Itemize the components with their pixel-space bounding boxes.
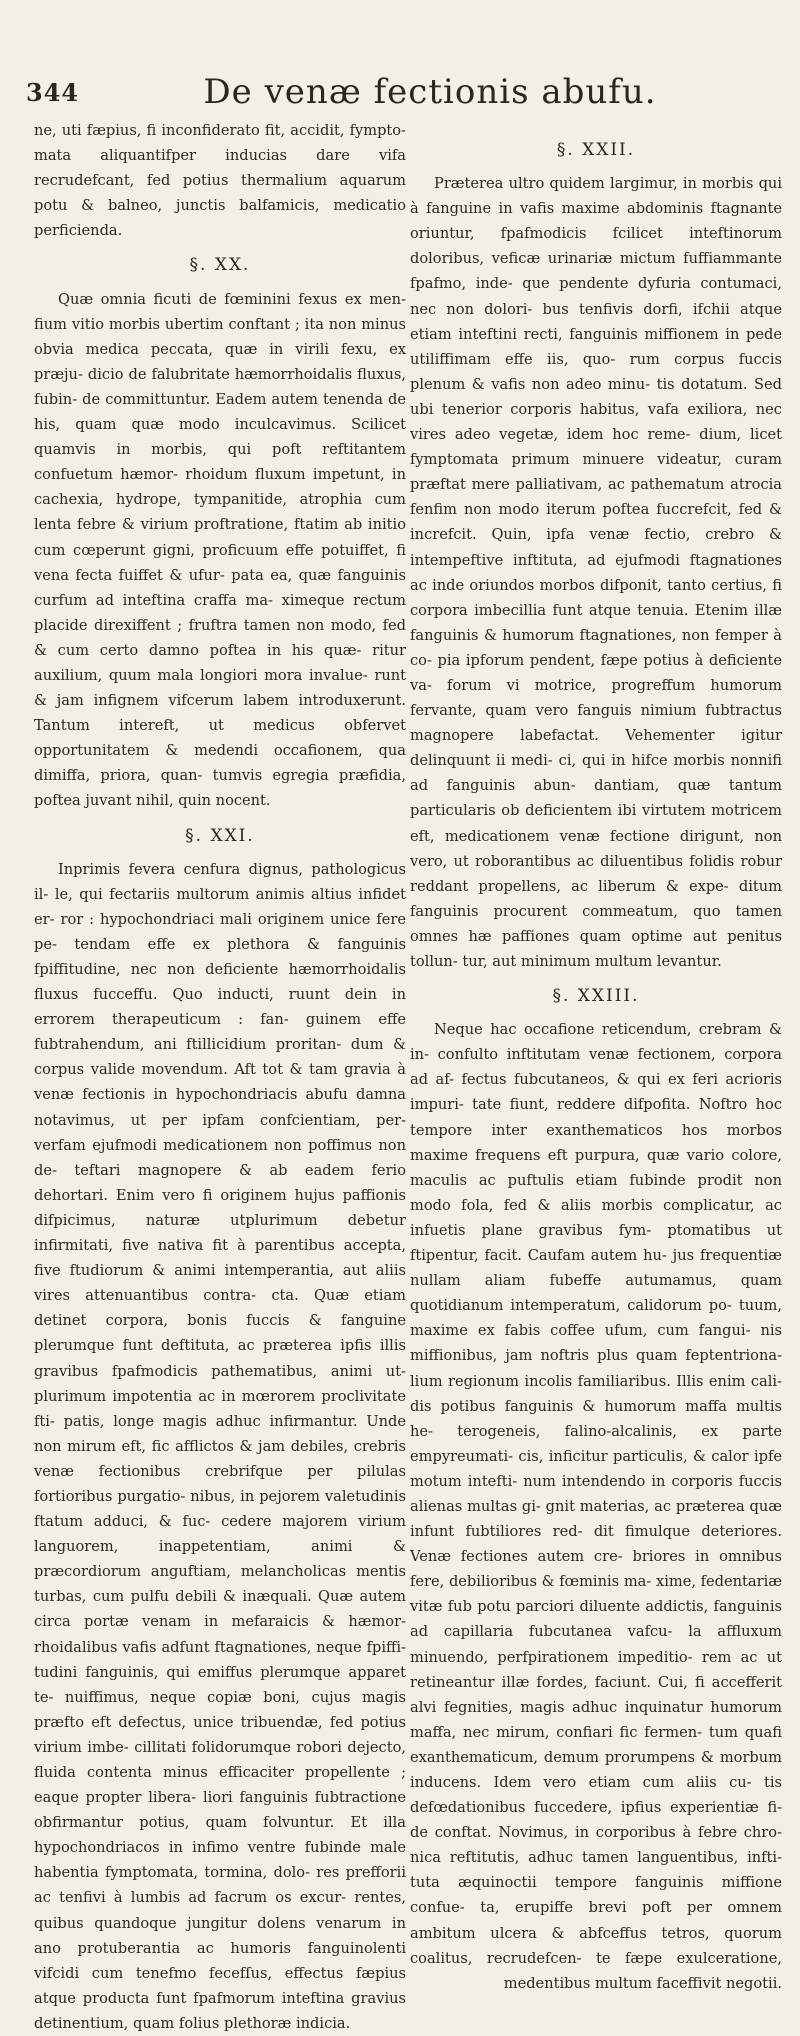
page-number: 344	[26, 78, 80, 107]
paragraph-section-xxi: Inprimis fevera cenfura dignus, pathologicus il- le, qui fectariis multorum animis altius infidet er- ror : hypochondriaci mali originem unice fere pe- tendam effe ex plethora & fanguinis fpiffitudine, nec non deficiente hæmorrhoidalis fluxus fucceffu. Quo inducti, ruunt dein in errorem therapeuticum : fan- guinem effe fubtrahendum, ani ftillicidium proritan- dum & corpus valide movendum. Aft tot & tam gravia à venæ fectionis in hypochondriacis abufu damna notavimus, ut per ipfam confcientiam, per- verfam ejufmodi medicationem non poffimus non de- teftari magnopere & ab eadem ferio dehortari. Enim vero fi originem hujus paffionis difpicimus, naturæ utplurimum debetur infirmitati, five nativa fit à parentibus accepta, five ftudiorum & animi intemperantia, aut aliis vires attenuantibus contra- cta. Quæ etiam detinet corpora, bonis fuccis & fanguine plerumque funt deftituta, ac præterea ipfis illis gravibus fpafmodicis pathematibus, animi ut- plurimum impotentia ac in mœrorem proclivitate fti- patis, longe magis adhuc infirmantur. Unde non mirum eft, fic afflictos & jam debiles, crebris venæ fectionibus crebrifque per pilulas fortioribus purgatio- nibus, in pejorem valetudinis ftatum adduci, & fuc- cedere majorem virium languorem, inappetentiam, animi & præcordiorum anguftiam, melancholicas mentis turbas, cum pulfu debili & inæquali. Quæ autem circa portæ venam in mefaraicis & hæmor- rhoidalibus vafis adfunt ftagnationes, neque fpiffi- tudini fanguinis, qui emiffus plerumque apparet te- nuiffimus, neque copiæ boni, cujus magis præfto eft defectus, unice tribuendæ, fed potius virium imbe- cillitati folidorumque robori dejecto, fluida contenta minus efficaciter propellente ; eaque propter libera- liori fanguinis fubtractione obfirmantur potius, quam folvuntur. Et illa hypochondriacos in infimo ventre fubinde male habentia fymptomata, tormina, dolo- res prefforii ac tenfivi à lumbis ad facrum os excur- rentes, quibus quandoque jungitur dolens venarum in ano protuberantia ac humoris fanguinolenti vifcidi cum tenefmo fecefſus, effectus fæpius atque producta funt fpafmorum inteftina gravius detinentium, quam folius plethoræ indicia.	[34, 860, 406, 2032]
paragraph-continued: ne, uti fæpius, fi inconfiderato fit, accidit, fympto- mata aliquantifper inducias dare vifa recrudefcant, fed potius thermalium aquarum potu & balneo, junctis balfamicis, medicatio perficienda.	[34, 122, 406, 240]
section-heading-xxii: §. XXII.	[556, 140, 636, 160]
section-heading-xxi: §. XXI.	[185, 825, 255, 846]
right-column	[410, 118, 782, 1996]
running-title: De venæ fectionis abufu.	[203, 72, 657, 112]
page-header	[26, 72, 774, 118]
section-heading-xx: §. XX.	[189, 255, 251, 276]
left-column	[34, 118, 406, 2036]
paragraph-section-xxiii: Neque hac occafione reticendum, crebram & in- confulto inftitutam venæ fectionem, corpora ad af- fectus fubcutaneos, & qui ex feri acrioris impuri- tate fiunt, reddere difpofita. Noftro hoc tempore inter exanthematicos hos morbos maxime frequens eft purpura, quæ vario colore, maculis ac puftulis etiam fubinde prodit non modo fola, fed & aliis morbis complicatur, ac infuetis plane gravibus fym- ptomatibus ut ftipentur, facit. Caufam autem hu- jus frequentiæ nullam aliam fubeffe autumamus, quam quotidianum intemperatum, calidorum po- tuum, maxime ex fabis coffee ufum, cum fangui- nis miffionibus, jam noftris plus quam feptentriona- lium regionum incolis familiaribus. Illis enim cali- dis potibus fanguinis & humorum maffa multis he- terogeneis, falino-alcalinis, ex parte empyreumati- cis, inficitur particulis, & calor ipfe motum intefti- num intendendo in corporis fuccis alienas multas gi- gnit materias, ac præterea quæ infunt fubtiliores red- dit fimulque deteriores. Venæ fectiones autem cre- briores in omnibus fere, debilioribus & fœminis ma- xime, fedentariæ vitæ fub potu parciori diluente addictis, fanguinis ad capillaria fubcutanea vafcu- la affluxum minuendo, perfpirationem impeditio- rem ac ut retineantur illæ fordes, faciunt. Cui, fi accefferit alvi fegnities, magis adhuc inquinatur humorum maffa, nec mirum, confiari fic fermen- tum quafi exanthematicum, demum prorumpens & morbum inducens. Idem vero etiam cum aliis cu- tis defœdationibus fuccedere, ipfius experientiæ fi- de conftat. Novimus, in corporibus à febre chro- nica reftitutis, adhuc tamen languentibus, infti- tuta æquinoctii tempore fanguinis miffione confue- ta, erupiffe brevi poft per omnem ambitum ulcera & abfceffus tetros, quorum coalitus, recrudefcen- te fæpe exulceratione, medentibus multum faceffivit negotii.	[410, 1021, 782, 1992]
paragraph-section-xx: Quæ omnia ficuti de fœminini fexus ex men- fium vitio morbis ubertim conftant ; ita non minus obvia medica peccata, quæ in virili fexu, ex præju- dicio de falubritate hæmorrhoidalis fluxus, fubin- de committuntur. Eadem autem tenenda de his, quam quæ modo inculcavimus. Scilicet quamvis in morbis, qui poft reftitantem confuetum hæmor- rhoidum fluxum impetunt, in cachexia, hydrope, tympanitide, atrophia cum lenta febre & virium proftratione, ftatim ab initio cum cœperunt gigni, proficuum effe potuiffet, fi vena fecta fuiffet & ufur- pata ea, quæ fanguinis curfum ad inteftina craffa ma- ximeque rectum placide direxiffent ; fruftra tamen non modo, fed & cum certo damno poftea in his quæ- ritur auxilium, quum mala longiori mora invalue- runt & jam infignem vifcerum labem introduxerunt. Tantum intereft, ut medicus obfervet opportunitatem & medendi occafionem, qua dimiffa, priora, quan- tumvis egregia præfidia, poftea juvant nihil, quin nocent.	[34, 290, 406, 810]
section-heading-xxiii: §. XXIII.	[552, 986, 640, 1007]
paragraph-section-xxii: Præterea ultro quidem largimur, in morbis qui à fanguine in vafis maxime abdominis ftagnante oriuntur, fpafmodicis fcilicet inteftinorum doloribus, veficæ urinariæ mictum fuffiammante fpafmo, inde- que pendente dyfuria contumaci, nec non dolori- bus tenfivis dorfi, ifchii atque etiam inteftini recti, fanguinis miffionem in pede utiliffimam effe iis, quo- rum corpus fuccis plenum & vafis non adeo minu- tis dotatum. Sed ubi tenerior corporis habitus, vafa exiliora, nec vires adeo vegetæ, idem hoc reme- dium, licet fymptomata primum minuere videatur, curam præftat mere palliativam, ac pathematum atrocia fenfim non modo iterum poftea fuccrefcit, fed & increfcit. Quin, ipfa venæ fectio, crebro & intempeftive inftituta, ad ejufmodi ftagnationes ac inde oriundos morbos difponit, tanto certius, fi corpora imbecillia funt atque tenuia. Etenim illæ fanguinis & humorum ftagnationes, non femper à co- pia ipforum pendent, fæpe potius à deficiente va- forum vi motrice, progreffum humorum fervante, quam vero fanguis nimium fubtractus magnopere labefactat. Vehementer igitur delinquunt ii medi- ci, qui in hifce morbis nonnifi ad fanguinis abun- dantiam, quæ tantum particularis ob deficientem ibi virtutem motricem eft, medicationem venæ fectione dirigunt, non vero, ut roborantibus ac diluentibus folidis robur reddant propellens, ac liberum & expe- ditum fanguinis procurent commeatum, quo tamen omnes hæ paffiones quam optime aut penitus tollun- tur, aut minimum multum levantur.	[410, 175, 782, 970]
